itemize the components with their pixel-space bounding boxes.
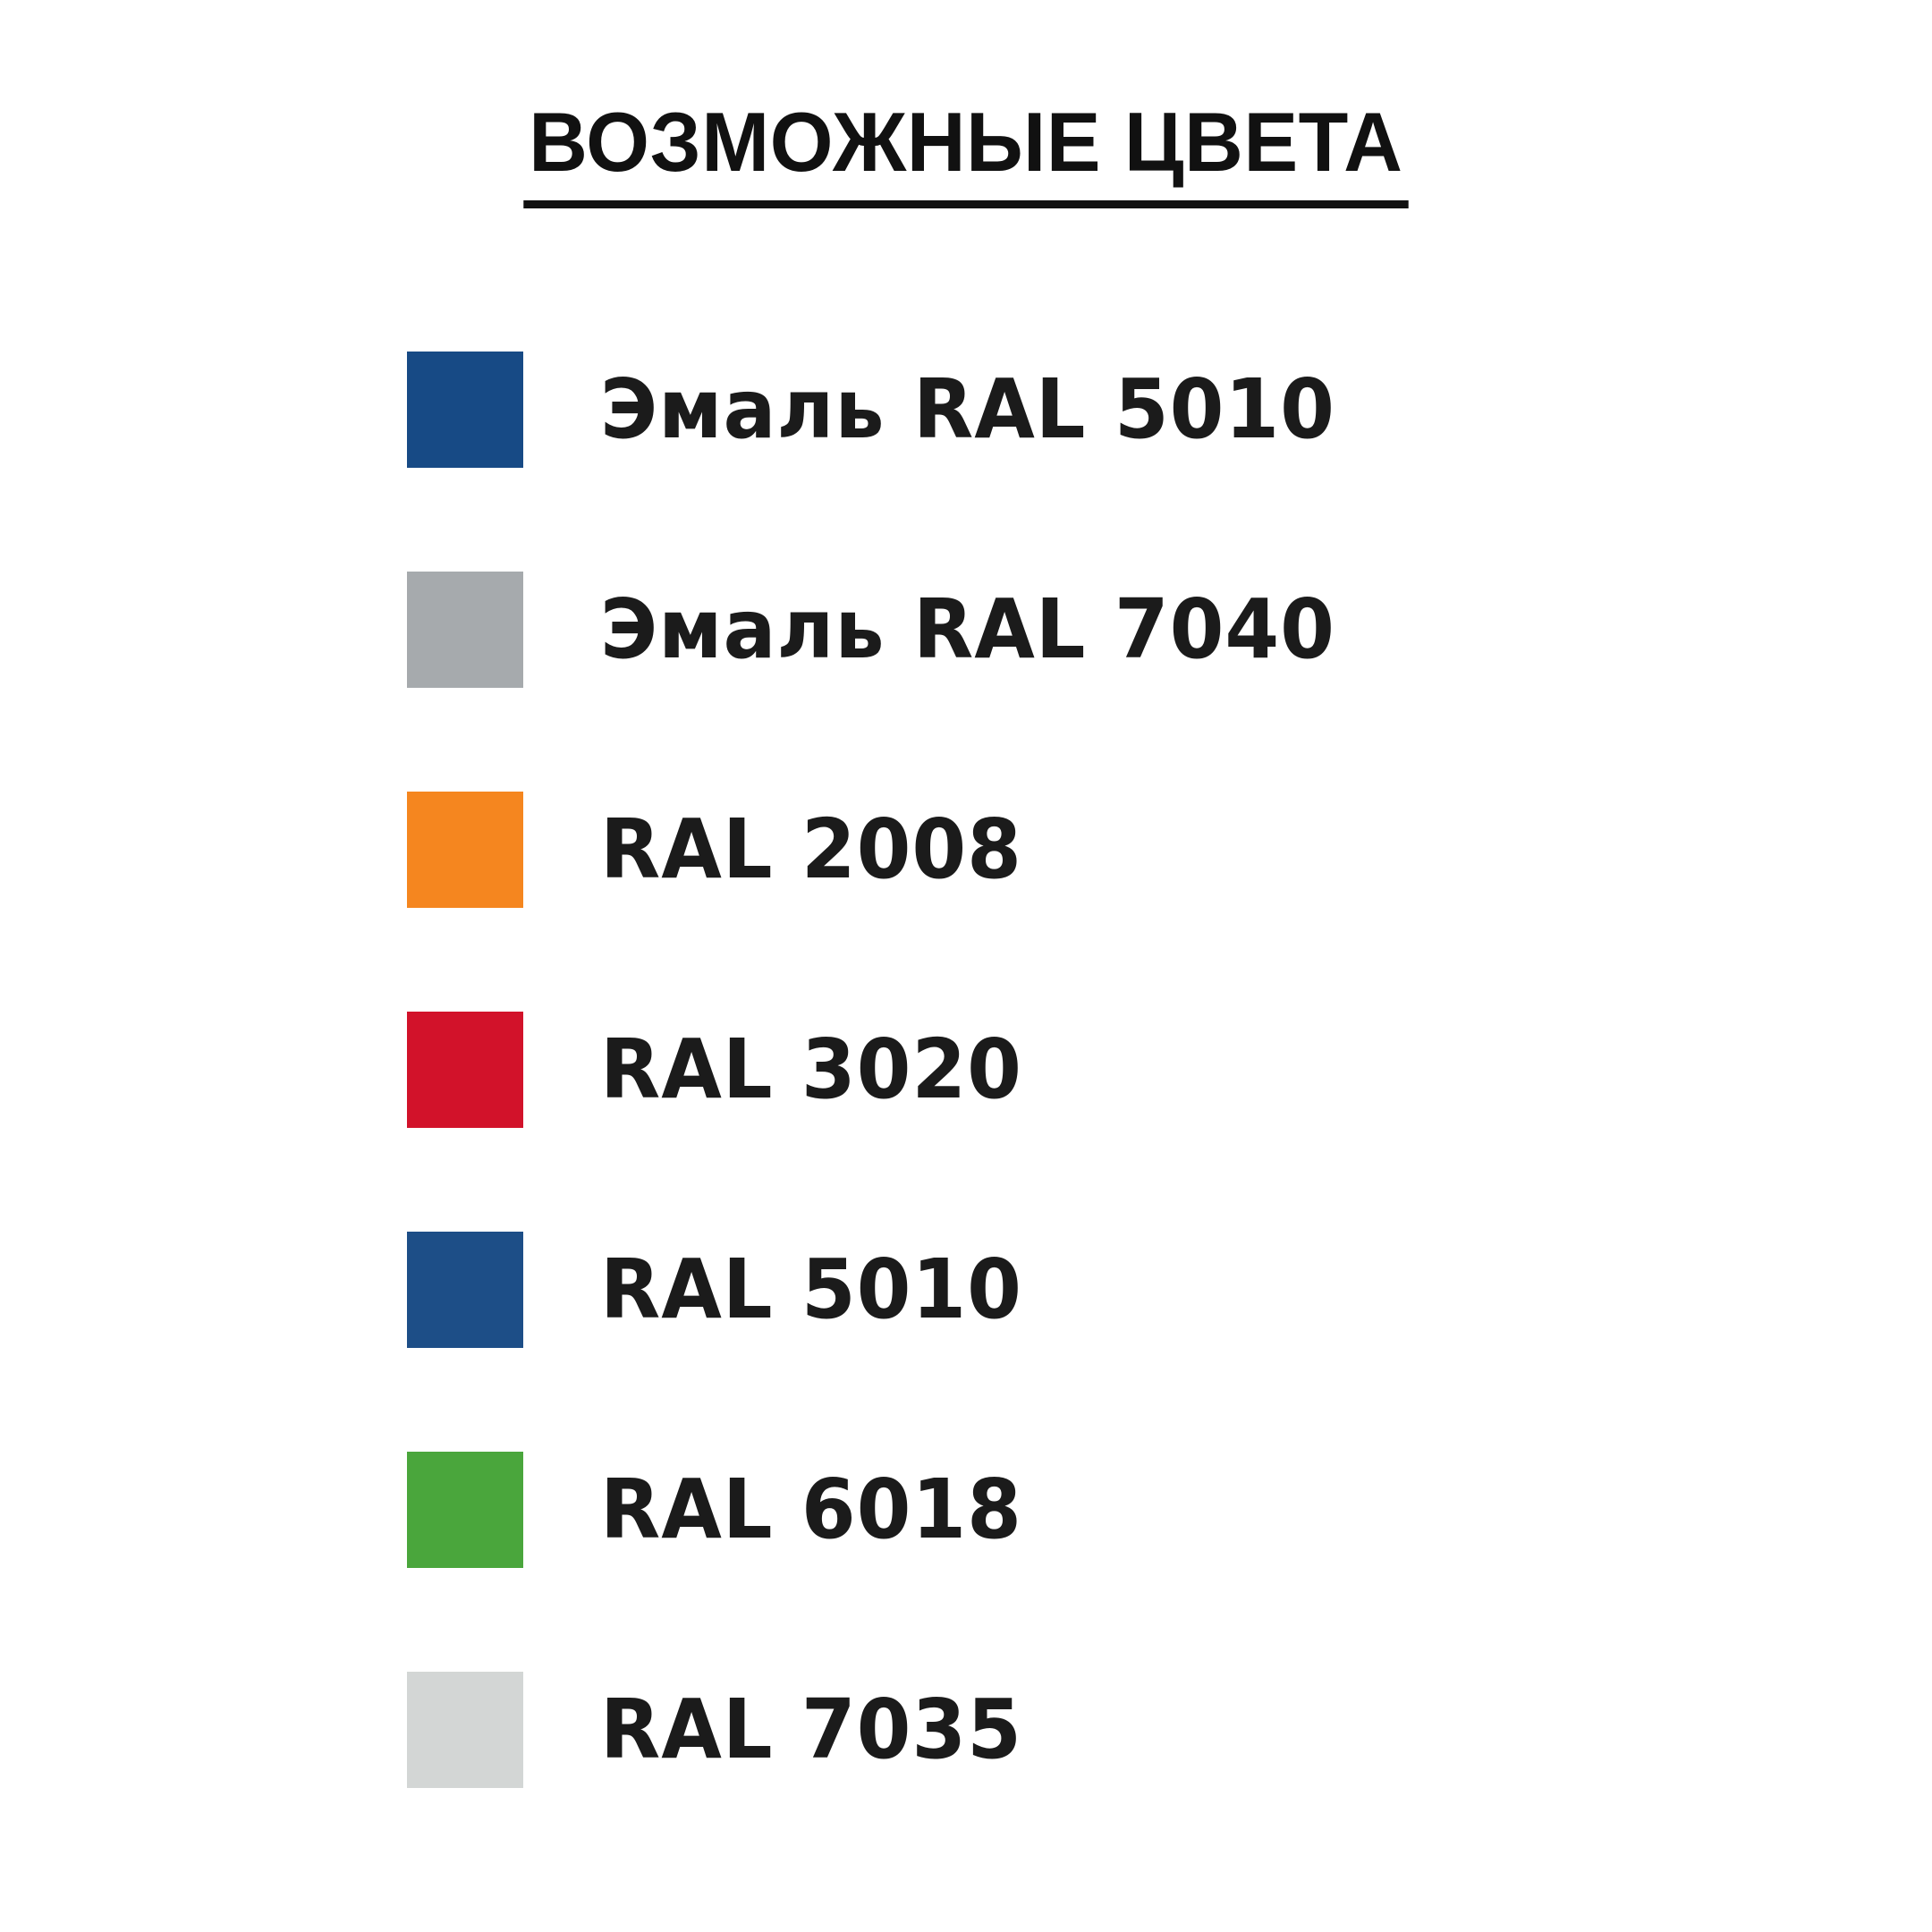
list-item <box>407 771 1749 928</box>
list-item <box>407 331 1749 488</box>
color-swatch <box>407 1232 523 1348</box>
page-title-container <box>0 97 1932 208</box>
list-item <box>407 1431 1749 1589</box>
list-item <box>407 551 1749 708</box>
color-swatch <box>407 792 523 908</box>
color-label: Эмаль RAL 7040 <box>600 581 1335 677</box>
color-swatch <box>407 1012 523 1128</box>
color-label: RAL 2008 <box>600 801 1022 897</box>
color-label: RAL 6018 <box>600 1462 1022 1557</box>
list-item <box>407 1651 1749 1809</box>
color-label: RAL 5010 <box>600 1241 1022 1337</box>
color-swatch <box>407 1452 523 1568</box>
color-label: RAL 7035 <box>600 1682 1022 1777</box>
list-item <box>407 1211 1749 1368</box>
color-swatch <box>407 572 523 688</box>
color-swatch <box>407 352 523 468</box>
list-item <box>407 991 1749 1148</box>
color-legend-list <box>407 331 1749 1809</box>
page-title: ВОЗМОЖНЫЕ ЦВЕТА <box>524 97 1409 208</box>
color-label: RAL 3020 <box>600 1021 1022 1117</box>
color-swatch <box>407 1672 523 1788</box>
color-label: Эмаль RAL 5010 <box>600 361 1335 457</box>
